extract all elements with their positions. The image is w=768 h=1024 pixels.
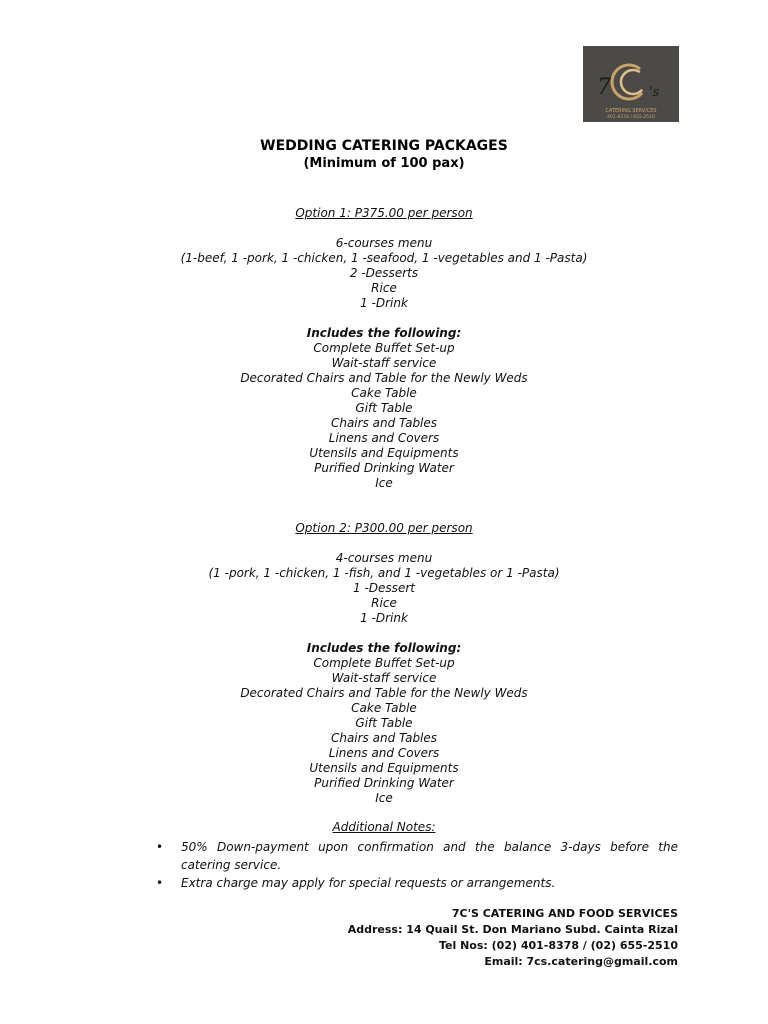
option1-include-item: Chairs and Tables bbox=[330, 416, 438, 430]
option1-include-item: Utensils and Equipments bbox=[309, 446, 459, 460]
company-footer bbox=[348, 906, 678, 970]
company-logo bbox=[583, 46, 679, 122]
option2-section bbox=[0, 521, 768, 536]
option2-menu-line: Rice bbox=[371, 596, 397, 610]
option2-menu-line: 4-courses menu bbox=[335, 551, 433, 565]
option1-menu-line: 6-courses menu bbox=[335, 236, 433, 250]
list-item bbox=[155, 874, 678, 892]
company-email: Email: 7cs.catering@gmail.com bbox=[484, 955, 678, 968]
option1-include-item: Ice bbox=[375, 476, 393, 490]
bullet-icon: • bbox=[156, 840, 164, 854]
company-name: 7C'S CATERING AND FOOD SERVICES bbox=[451, 907, 678, 920]
list-item bbox=[155, 838, 678, 874]
option2-menu-line: 1 -Dessert bbox=[353, 581, 415, 595]
option2-include-item: Purified Drinking Water bbox=[314, 776, 454, 790]
option1-include-item: Cake Table bbox=[351, 386, 417, 400]
option2-menu-line: (1 -pork, 1 -chicken, 1 -fish, and 1 -vegetables or 1 -Pasta) bbox=[208, 566, 560, 580]
option2-menu bbox=[0, 551, 768, 626]
note-text: 50% Down-payment upon confirmation and the balance 3-days before the catering service. bbox=[181, 840, 678, 872]
option1-include-item: Complete Buffet Set-up bbox=[313, 341, 455, 355]
option1-section bbox=[0, 206, 768, 221]
option1-includes bbox=[0, 326, 768, 491]
option1-include-item: Decorated Chairs and Table for the Newly Weds bbox=[240, 371, 528, 385]
option1-menu-line: Rice bbox=[371, 281, 397, 295]
option1-menu bbox=[0, 236, 768, 311]
option1-menu-line: 2 -Desserts bbox=[349, 266, 419, 280]
option1-include-item: Linens and Covers bbox=[328, 431, 440, 445]
svg-text:'s: 's bbox=[649, 85, 660, 100]
logo-graphic bbox=[583, 46, 679, 122]
page-subtitle: (Minimum of 100 pax) bbox=[303, 156, 465, 171]
option2-include-item: Linens and Covers bbox=[328, 746, 440, 760]
option2-include-item: Chairs and Tables bbox=[330, 731, 438, 745]
svg-text:7: 7 bbox=[597, 75, 611, 100]
option2-include-item: Decorated Chairs and Table for the Newly Weds bbox=[240, 686, 528, 700]
logo-phones: 401-8378 / 655-2510 bbox=[607, 115, 655, 120]
option2-label: Option 2: P300.00 per person bbox=[295, 521, 473, 535]
additional-notes-label: Additional Notes: bbox=[332, 820, 436, 834]
option1-include-item: Purified Drinking Water bbox=[314, 461, 454, 475]
option2-include-item: Complete Buffet Set-up bbox=[313, 656, 455, 670]
option2-include-item: Wait-staff service bbox=[331, 671, 437, 685]
option2-include-item: Utensils and Equipments bbox=[309, 761, 459, 775]
notes-list bbox=[155, 838, 678, 892]
bullet-icon: • bbox=[156, 876, 164, 890]
option2-include-item: Cake Table bbox=[351, 701, 417, 715]
option2-menu-line: 1 -Drink bbox=[360, 611, 408, 625]
option2-include-item: Ice bbox=[375, 791, 393, 805]
option2-include-item: Gift Table bbox=[355, 716, 413, 730]
option1-menu-line: (1-beef, 1 -pork, 1 -chicken, 1 -seafood, 1 -vegetables and 1 -Pasta) bbox=[180, 251, 588, 265]
company-phones: Tel Nos: (02) 401-8378 / (02) 655-2510 bbox=[439, 939, 678, 952]
option2-includes bbox=[0, 641, 768, 806]
logo-tagline: CATERING SERVICES bbox=[605, 108, 657, 114]
company-address: Address: 14 Quail St. Don Mariano Subd. Cainta Rizal bbox=[347, 923, 678, 936]
option1-include-item: Gift Table bbox=[355, 401, 413, 415]
option2-includes-label: Includes the following: bbox=[306, 641, 462, 655]
option1-includes-label: Includes the following: bbox=[306, 326, 462, 340]
page-title: WEDDING CATERING PACKAGES bbox=[260, 138, 508, 154]
option1-menu-line: 1 -Drink bbox=[360, 296, 408, 310]
note-text: Extra charge may apply for special requests or arrangements. bbox=[181, 876, 556, 890]
option1-label: Option 1: P375.00 per person bbox=[295, 206, 473, 220]
option1-include-item: Wait-staff service bbox=[331, 356, 437, 370]
